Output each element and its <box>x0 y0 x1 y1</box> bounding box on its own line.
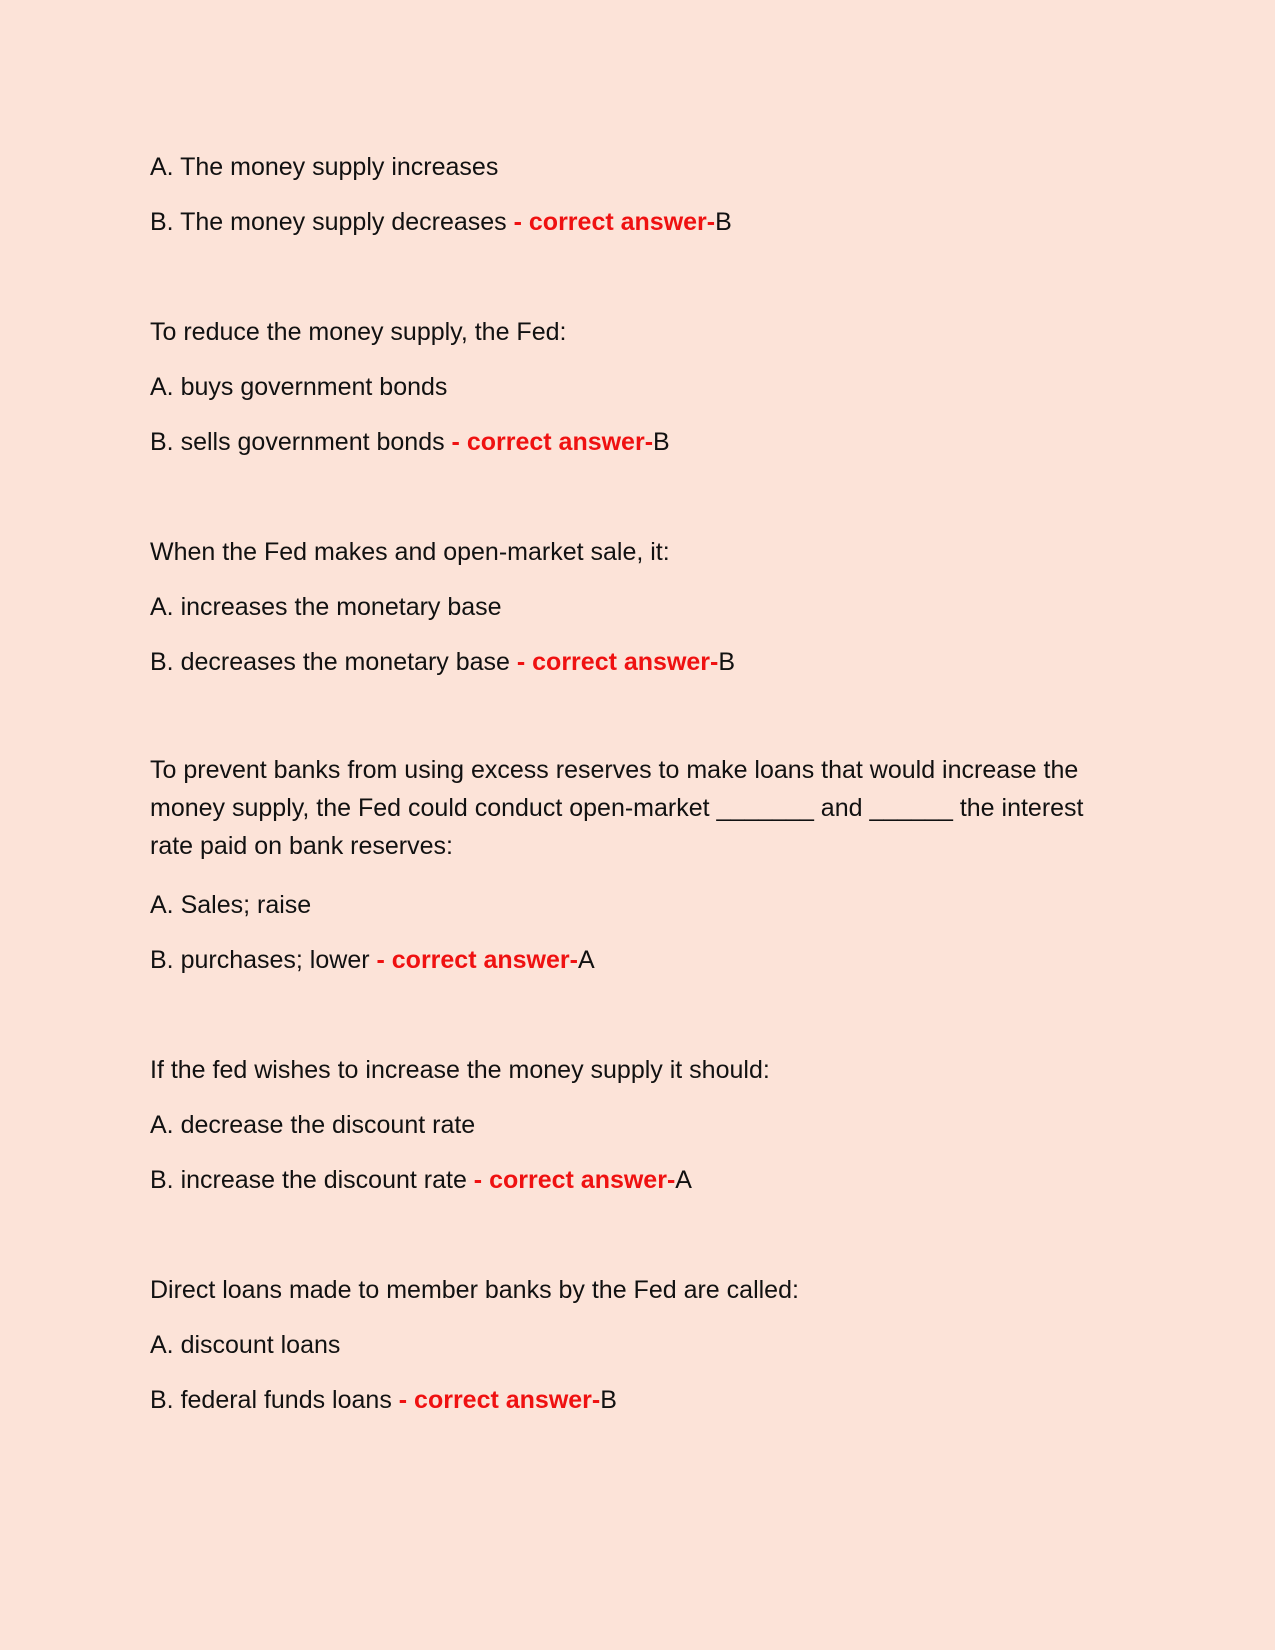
q5-question: If the fed wishes to increase the money supply it should: <box>150 1056 770 1084</box>
q6-option-b <box>150 1388 617 1413</box>
correct-answer-label: - correct answer- <box>444 428 654 456</box>
q3-option-a: A. increases the monetary base <box>150 593 502 621</box>
q6-answer: B <box>600 1386 617 1414</box>
q3-answer: B <box>718 648 736 676</box>
q6-option-a: A. discount loans <box>150 1331 341 1359</box>
q1-option-b <box>150 210 732 235</box>
q5-option-a: A. decrease the discount rate <box>150 1111 476 1139</box>
q2-answer: B <box>653 428 670 456</box>
correct-answer-label: - correct answer- <box>466 1166 676 1194</box>
correct-answer-label: - correct answer- <box>391 1386 601 1414</box>
correct-answer-label: - correct answer- <box>509 648 719 676</box>
q1-option-a: A. The money supply increases <box>150 153 499 181</box>
q2-option-a: A. buys government bonds <box>150 373 448 401</box>
q3-option-b <box>150 650 735 675</box>
q1-option-b-text: B. The money supply decreases <box>150 208 507 236</box>
correct-answer-label: - correct answer- <box>506 208 716 236</box>
q5-option-b-text: B. increase the discount rate <box>150 1166 467 1194</box>
q2-option-b <box>150 430 670 455</box>
q4-answer: A <box>577 946 595 974</box>
q6-option-b-text: B. federal funds loans <box>150 1386 392 1414</box>
q5-answer: A <box>675 1166 692 1194</box>
q4-question: To prevent banks from using excess reserves to make loans that would increase the money supply, the Fed could conduct open-market _______ and ______ the interest rate paid on bank reserves: <box>150 756 1084 860</box>
q1-answer: B <box>715 208 732 236</box>
q4-option-b-text: B. purchases; lower <box>150 946 370 974</box>
correct-answer-label: - correct answer- <box>369 946 578 974</box>
q2-question: To reduce the money supply, the Fed: <box>150 318 567 346</box>
q3-option-b-text: B. decreases the monetary base <box>150 648 510 676</box>
q4-option-a: A. Sales; raise <box>150 891 312 919</box>
q3-question: When the Fed makes and open-market sale, it: <box>150 538 670 566</box>
q2-option-b-text: B. sells government bonds <box>150 428 445 456</box>
q6-question: Direct loans made to member banks by the Fed are called: <box>150 1276 799 1304</box>
q5-option-b <box>150 1168 692 1193</box>
q4-option-b <box>150 948 595 973</box>
